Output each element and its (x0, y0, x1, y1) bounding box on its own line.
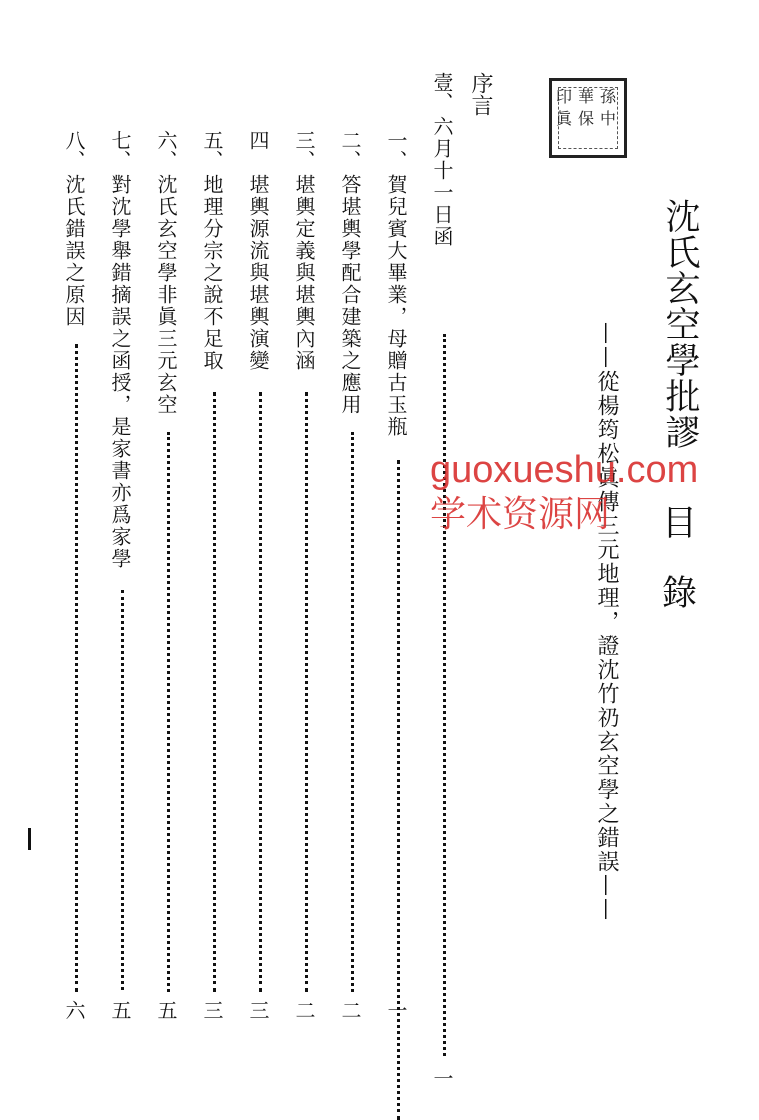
toc-entry-number: 五、 (200, 130, 224, 170)
toc-preface: 序言 (468, 72, 493, 116)
toc-entry-title: 堪輿源流與堪輿演變 (246, 174, 270, 372)
watermark (430, 450, 698, 534)
toc-entry-number: 壹、 (430, 72, 454, 112)
toc-leader-dots (75, 344, 78, 992)
toc-entry-page: 三 (246, 1000, 270, 1020)
toc-entry-number: 一、 (384, 130, 408, 170)
toc-entry[interactable] (202, 130, 228, 1030)
toc-entry-number: 四 (246, 130, 270, 150)
page-folio (28, 828, 31, 850)
toc-entry-title: 賀兒賓大畢業，母贈古玉瓶 (384, 174, 408, 438)
toc-entry-title: 沈氏錯誤之原因 (62, 174, 86, 328)
toc-entry-number: 八、 (62, 130, 86, 170)
toc-entry-title: 堪輿定義與堪輿內涵 (292, 174, 316, 372)
seal-glyph: 保 (577, 109, 594, 128)
watermark-url: guoxueshu.com (430, 449, 699, 491)
toc-entry-page: 五 (154, 1000, 178, 1020)
seal-glyph: 中 (599, 109, 616, 128)
toc-leader-dots (351, 432, 354, 992)
toc-entry-number: 七、 (108, 130, 132, 170)
toc-entry-number: 三、 (292, 130, 316, 170)
contents-heading-lu: 錄 (661, 574, 697, 614)
toc-entry[interactable] (64, 130, 90, 1030)
toc-entry-title: 地理分宗之說不足取 (200, 174, 224, 372)
toc-entry-number: 二、 (338, 130, 362, 170)
toc-entry-page: 一 (384, 1000, 408, 1020)
toc-entry-page: 二 (338, 1000, 362, 1020)
toc-entry-title: 沈氏玄空學非眞三元玄空 (154, 174, 178, 416)
book-title: 沈氏玄空學批謬 (660, 198, 700, 450)
toc-entry-number: 六、 (154, 130, 178, 170)
seal-glyph: 華 (577, 87, 594, 106)
toc-entry-title: 六月十一日函 (430, 116, 454, 248)
toc-entry[interactable] (156, 130, 182, 1030)
toc-entry[interactable] (386, 130, 412, 1030)
toc-leader-dots (167, 432, 170, 992)
toc-leader-dots (443, 334, 446, 1056)
toc-entry[interactable] (430, 72, 458, 1088)
toc-entry[interactable] (340, 130, 366, 1030)
toc-entry-page: 一 (430, 1068, 454, 1088)
watermark-site-name: 学术资源网 (430, 493, 611, 534)
toc-leader-dots (397, 460, 400, 1120)
toc-entry[interactable] (248, 130, 274, 1030)
toc-entry[interactable] (110, 130, 136, 1030)
toc-entry-page: 二 (292, 1000, 316, 1020)
seal-glyph: 眞 (555, 109, 572, 128)
seal-stamp (549, 78, 627, 158)
toc-entry-page: 六 (62, 1000, 86, 1020)
toc-entry-page: 三 (200, 1000, 224, 1020)
toc-leader-dots (121, 590, 124, 990)
seal-glyph: 孫 (599, 87, 616, 106)
toc-entry-page: 五 (108, 1000, 132, 1020)
seal-glyph: 印 (555, 87, 572, 106)
book-subtitle: ——從楊筠松眞傳三元地理，證沈竹礽玄空學之錯誤—— (594, 322, 619, 922)
toc-leader-dots (305, 392, 308, 992)
toc-entry-title: 對沈學舉錯摘誤之函授，是家書亦爲家學 (108, 174, 132, 570)
toc-leader-dots (213, 392, 216, 992)
toc-entry-title: 答堪輿學配合建築之應用 (338, 174, 362, 416)
toc-leader-dots (259, 392, 262, 992)
toc-entry[interactable] (294, 130, 320, 1030)
contents-heading-mu: 目 (661, 504, 697, 544)
